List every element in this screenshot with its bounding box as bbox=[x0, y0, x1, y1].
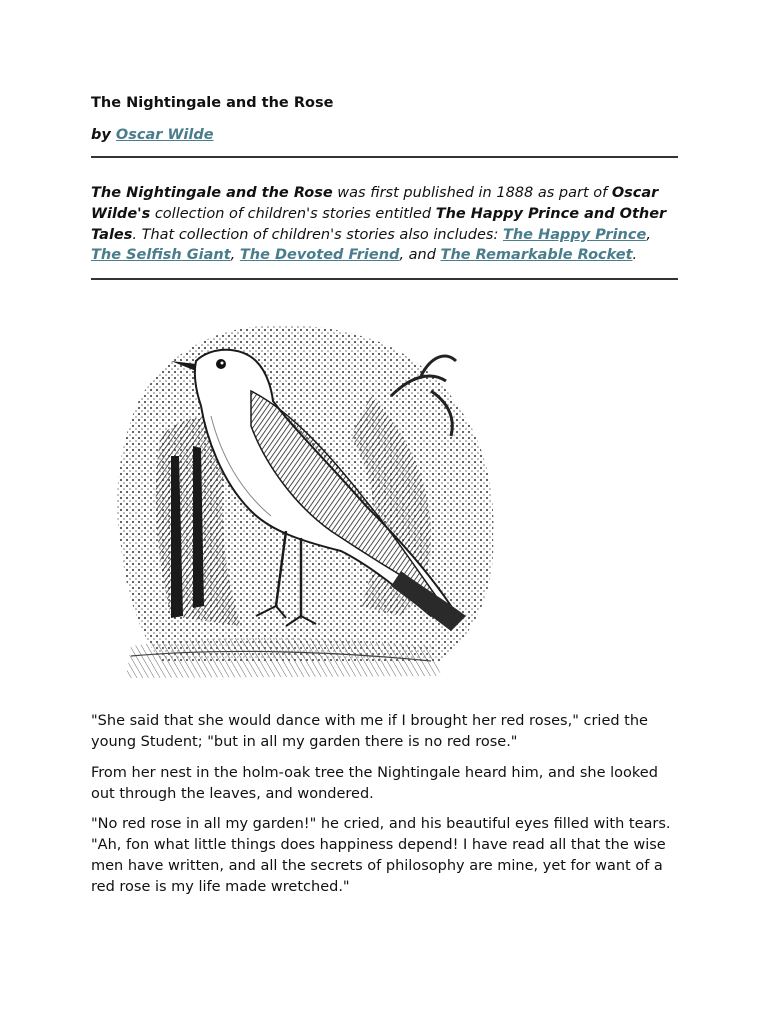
intro-text-2: collection of children's stories entitled bbox=[150, 205, 436, 222]
separator: , bbox=[230, 247, 240, 264]
nightingale-engraving-icon bbox=[101, 316, 501, 688]
story-paragraph: "She said that she would dance with me if I brought her red roses," cried the young Student; "but in all my garden there is no red rose." bbox=[91, 713, 648, 750]
link-devoted-friend[interactable]: The Devoted Friend bbox=[239, 247, 400, 264]
intro-text-1: was first published in 1888 as part of bbox=[332, 185, 612, 201]
intro-paragraph bbox=[91, 183, 678, 266]
intro-text-3: . That collection of children's stories also includes: bbox=[132, 226, 503, 243]
divider-bottom bbox=[91, 278, 678, 280]
link-remarkable-rocket[interactable]: The Remarkable Rocket bbox=[440, 247, 633, 264]
link-happy-prince[interactable]: The Happy Prince bbox=[502, 226, 647, 243]
story-body bbox=[91, 711, 678, 897]
separator: , and bbox=[399, 247, 441, 264]
story-paragraph: "No red rose in all my garden!" he cried, and his beautiful eyes filled with tears. "Ah, fon what little things does happiness depend! I have read all that the wise men have written, and all the secrets of philosophy are mine, yet for want of a red rose is my life made wretched." bbox=[91, 816, 671, 895]
collection-title: The Happy Prince and Other Tales bbox=[91, 205, 667, 243]
page-title: The Nightingale and the Rose bbox=[91, 95, 334, 111]
divider-top bbox=[91, 156, 678, 158]
story-title: The Nightingale and the Rose bbox=[91, 185, 333, 201]
author-link[interactable]: Oscar Wilde bbox=[115, 127, 214, 143]
link-selfish-giant[interactable]: The Selfish Giant bbox=[91, 247, 231, 264]
nightingale-illustration bbox=[101, 316, 501, 688]
story-paragraph: From her nest in the holm-oak tree the Nightingale heard him, and she looked out through the leaves, and wondered. bbox=[91, 764, 658, 802]
author-name: Oscar Wilde's bbox=[91, 185, 659, 222]
separator: , bbox=[646, 226, 651, 243]
by-label: by bbox=[91, 127, 111, 143]
document-page bbox=[91, 90, 678, 908]
period: . bbox=[632, 247, 638, 264]
byline bbox=[91, 124, 678, 146]
